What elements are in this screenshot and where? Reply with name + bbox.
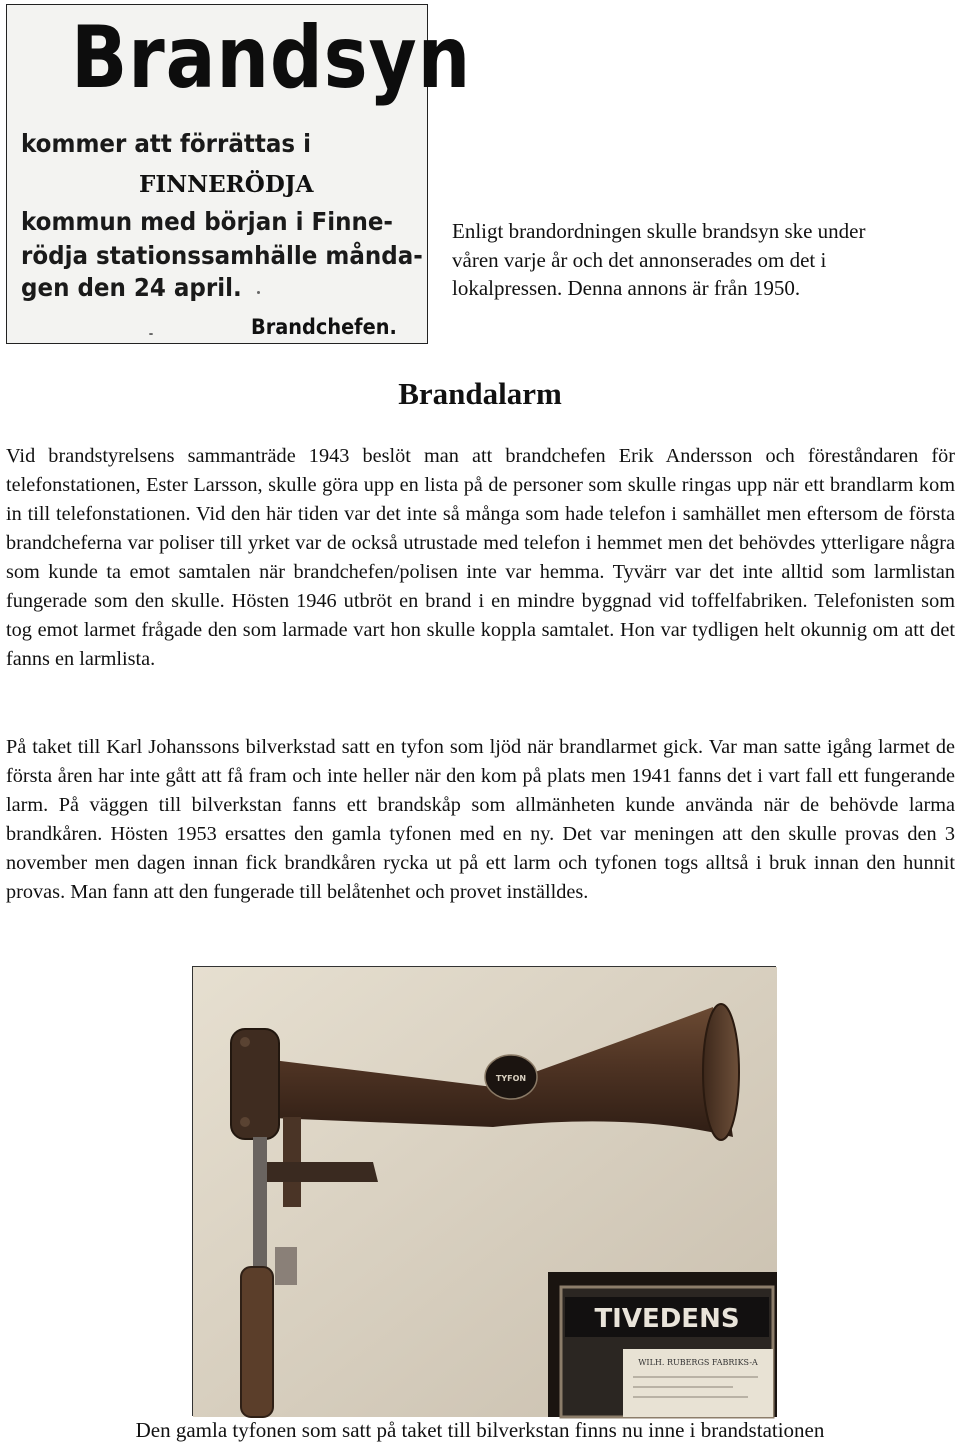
clipping-signature: Brandchefen. [251,315,397,339]
typhon-photo [192,966,776,1416]
clipping-line: kommer att förrättas i [21,129,311,158]
clipping-line: gen den 24 april. [21,273,242,302]
body-paragraph-2: På taket till Karl Johanssons bilverkstad satt en tyfon som ljöd när brandlarmet gick. Var man satte igång larmet de första åren har inte gått att få fram och inte heller när den kom på plats men 1941 fanns det i vart fall ett fungerande larm. På väggen till bilverkstan fanns ett brandskåp som allmänheten kunde använda när de behövde larma brandkåren. Hösten 1953 ersattes den gamla tyfonen med en ny. Det var meningen att den skulle provas den 3 november men dagen innan fick brandkåren rycka ut på ett larm och tyfonen togs alltså i bruk innan den hunnit provas. Man fann att den fungerade till belåtenhet och provet inställdes. [6,736,955,903]
typhon-illustration [193,967,777,1417]
horn-badge: TYFON [495,1074,527,1083]
photo-caption: Den gamla tyfonen som satt på taket till bilverkstan finns nu inne i brandstationen [135,1418,825,1442]
print-speck [149,333,153,335]
cabinet-sign: TIVEDENS [594,1304,740,1334]
newspaper-clipping [6,4,472,344]
section-title: Brandalarm [398,376,562,411]
clipping-headline: Brandsyn [71,8,472,108]
clipping-place: FINNERÖDJA [139,171,314,198]
clipping-line: kommun med början i Finne- [21,207,393,236]
body-paragraph-1: Vid brandstyrelsens sammanträde 1943 beslöt man att brandchefen Erik Andersson och föreståndaren för telefonstationen, Ester Larsson, skulle göra upp en lista på de personer som skulle ringas upp när ett brandlarm kom in till telefonstationen. Vid den här tiden var det inte så många som hade telefon i samhället men eftersom de första brandcheferna var poliser till yrket var de också utrustade med telefon i hemmet men det behövdes ytterligare några som kunde ta emot samtalen när brandchefen/polisen inte var hemma. Tyvärr var det inte alltid som larmlistan fungerade som den skulle. Hösten 1946 utbröt en brand i en mindre byggnad vid toffelfabriken. Telefonisten som tog emot larmet frågade den som larmade vart hon skulle koppla samtalet. Hon var tydligen helt okunnig om att det fanns en larmlista. [6,445,955,670]
cabinet-card: WILH. RUBERGS FABRIKS-A [638,1358,758,1367]
print-speck [257,291,260,294]
clipping-caption: Enligt brandordningen skulle brandsyn ske under våren varje år och det annonserades om det i lokalpressen. Denna annons är från 1950. [452,219,866,300]
clipping-line: rödja stationssamhälle månda- [21,241,423,270]
